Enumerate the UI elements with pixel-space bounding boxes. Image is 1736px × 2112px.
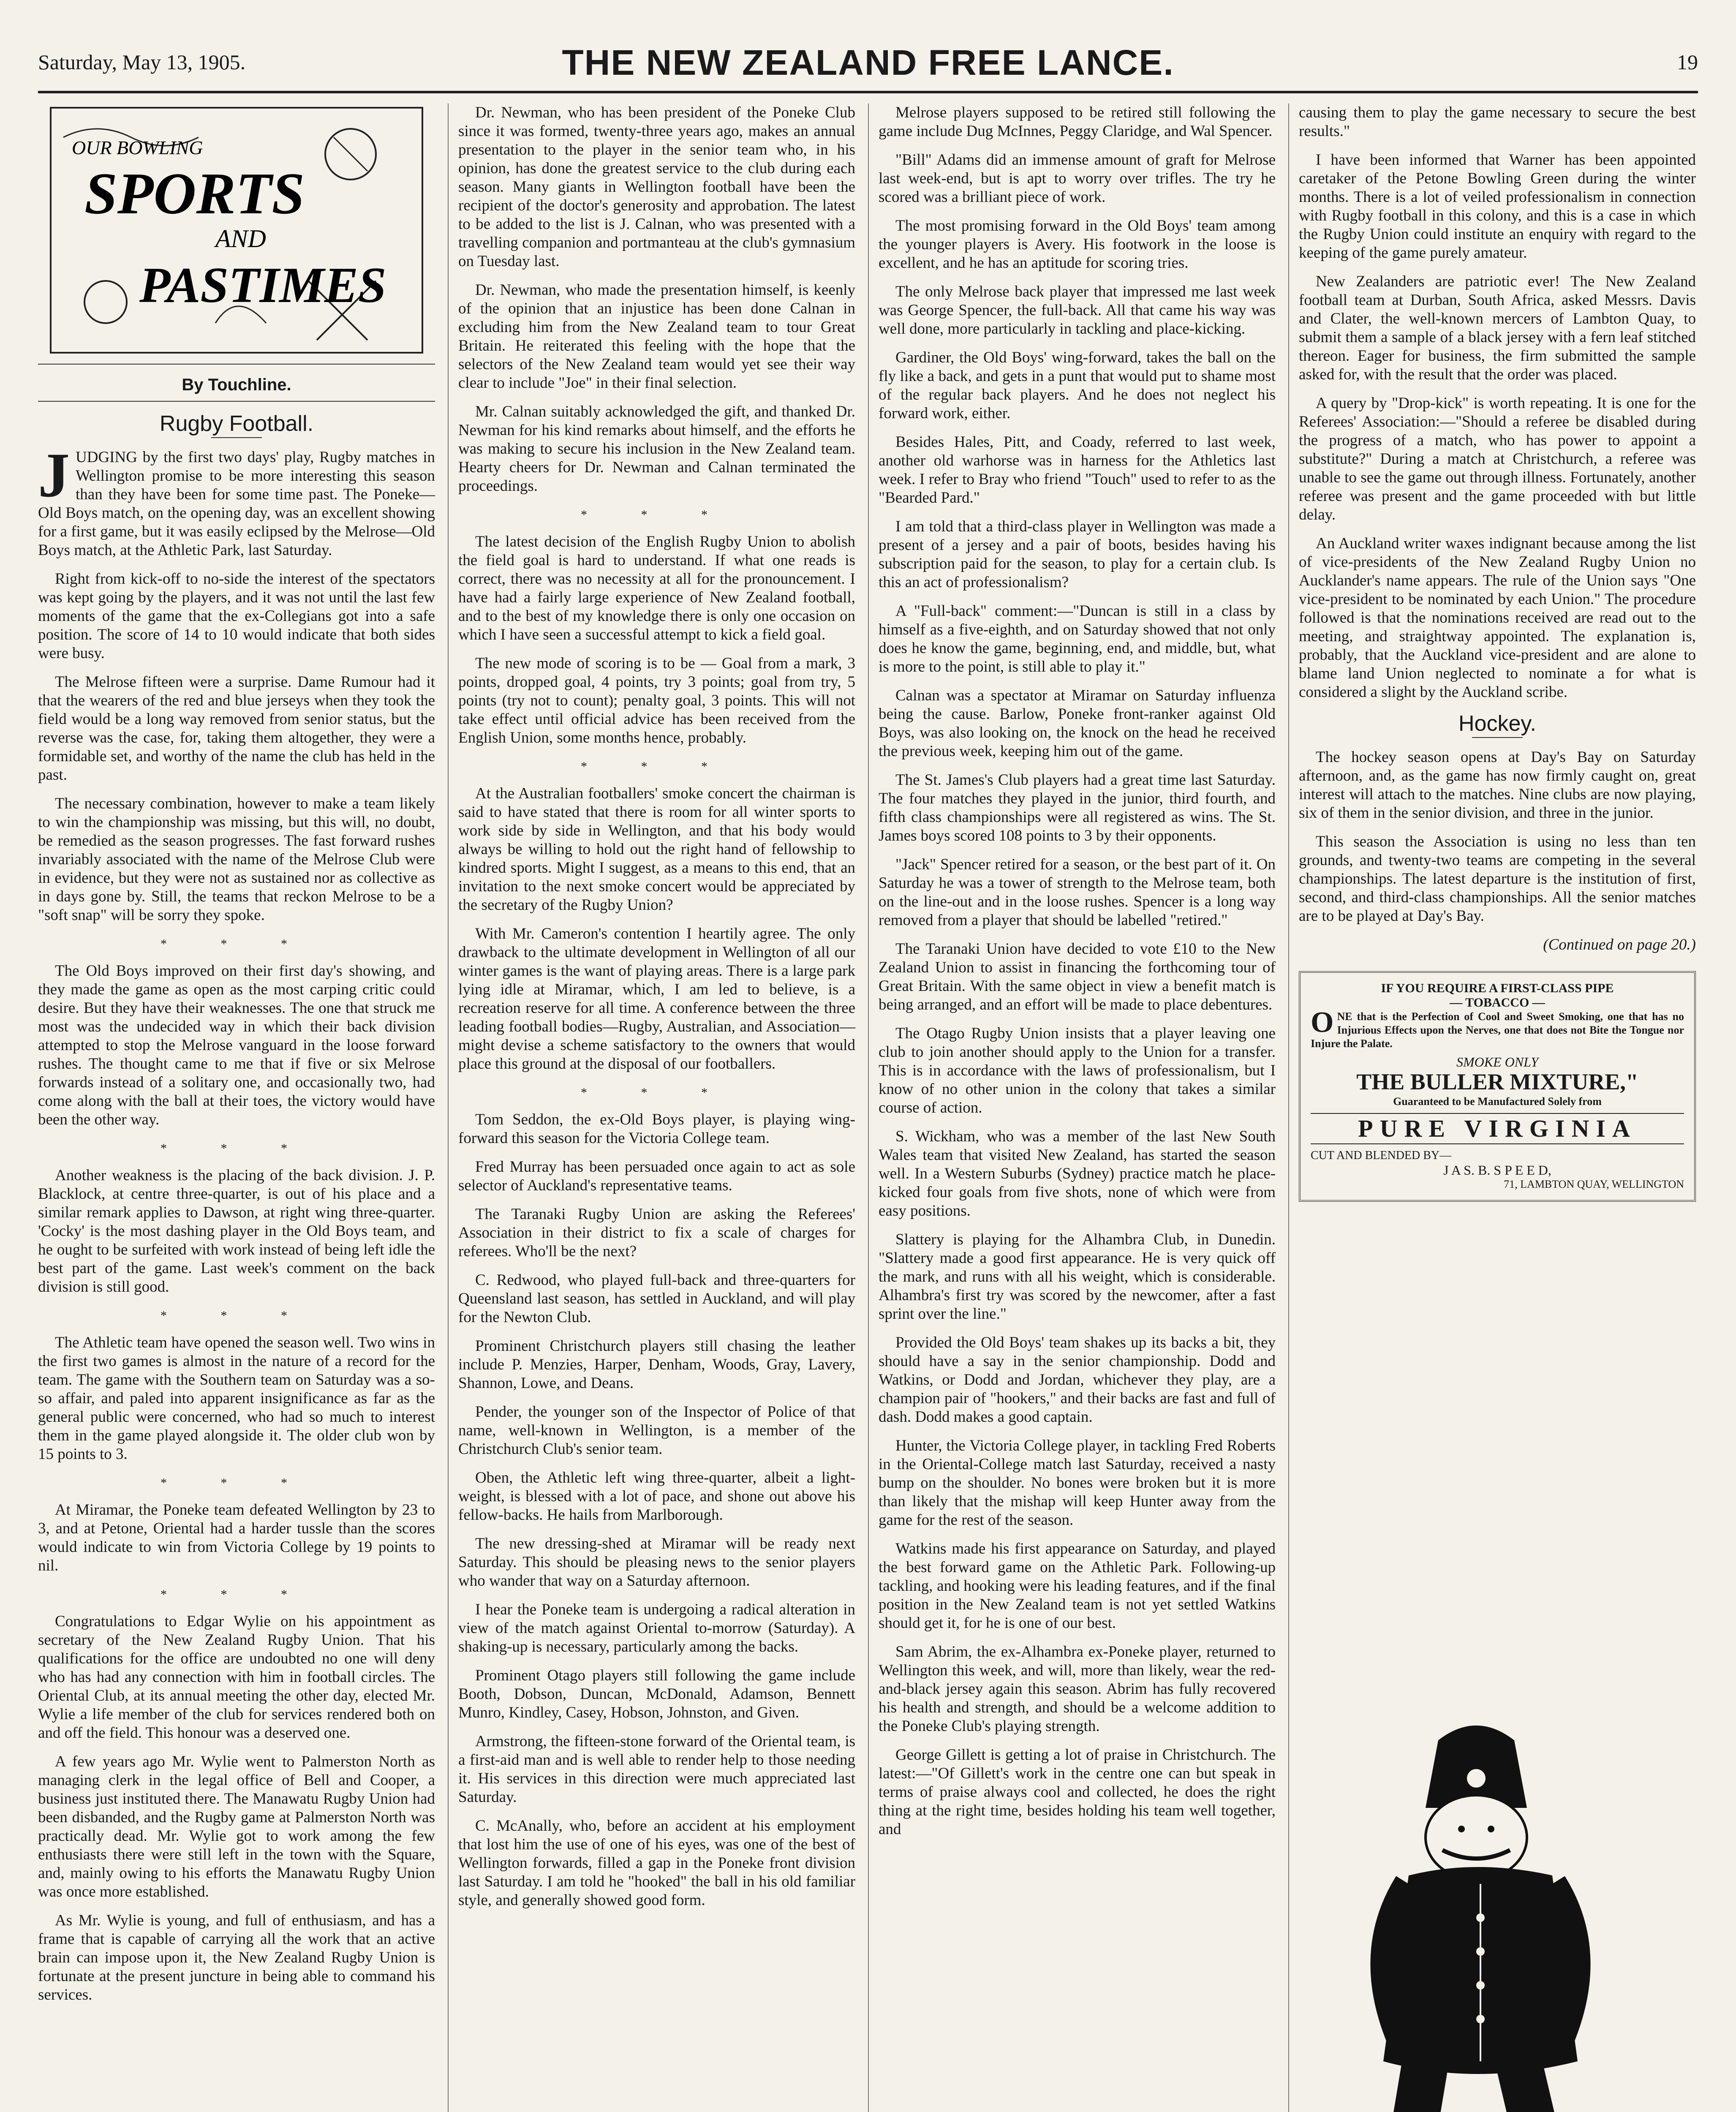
paragraph: C. McAnally, who, before an accident at his employment that lost him the use of one of his eyes, was one of the best of Wellington forwards, filled a gap in the Poneke front division last Saturday. I am told he "hooked" the ball in his old familiar style, and generally showed good form. [458,1817,855,1909]
advert-body [1311,1006,1684,1051]
paragraph: As Mr. Wylie is young, and full of enthusiasm, and has a frame that is capable of carrying all the work that an active brain can impose upon it, the New Zealand Rugby Union is fortunate at the present juncture in being able to command his services. [38,1912,435,2003]
section-stars: * * * [161,937,313,951]
paragraph: Pender, the younger son of the Inspector of Police of that name, well-known in Wellington, is a member of the Christchurch Club's senior team. [458,1403,855,1458]
drop-cap: J [38,440,70,510]
column-1 [38,103,435,2014]
short-rule [211,437,262,438]
sports-pastimes-logo [46,103,427,357]
paragraph: I hear the Poneke team is undergoing a radical alteration in view of the match against Oriental to-morrow (Saturday). A shaking-up is necessary, particularly among the backs. [458,1601,855,1655]
paragraph: The new dressing-shed at Miramar will be ready next Saturday. This should be pleasing news to the senior players who wander that way on a Saturday afternoon. [458,1535,855,1589]
paragraph: The most promising forward in the Old Boys' team among the younger players is Avery. His footwork in the loose is excellent, and he has an aptitude for scoring tries. [879,217,1276,272]
paragraph: The St. James's Club players had a great time last Saturday. The four matches they played in the junior, third fourth, and fifth class championships were all registered as wins. The St. James boys scored 108 points to 3 by their opponents. [879,771,1276,844]
paragraph: C. Redwood, who played full-back and three-quarters for Queensland last season, has settled in Auckland, and will play for the Newton Club. [458,1271,855,1326]
paragraph: Calnan was a spectator at Miramar on Saturday influenza being the cause. Barlow, Poneke front-ranker against Old Boys, was also looking on, the knock on the head he received the previous week, keeping him out of the game. [879,687,1276,760]
paragraph: The Athletic team have opened the season well. Two wins in the first two games is almost in the nature of a record for the team. The game with the Southern team on Saturday was a so-so affair, and paled into apparent insignificance as far as the general public were concerned, who had so much to interest them in the game played alongside it. The older club won by 15 points to 3. [38,1334,435,1463]
paragraph: A "Full-back" comment:—"Duncan is still in a class by himself as a five-eighth, and on Saturday showed that not only does he know the game, beginning, end, and middle, but, what is more to the point, is still able to play it." [879,602,1276,675]
section-title-rugby: Rugby Football. [159,411,314,436]
advert-headline: IF YOU REQUIRE A FIRST-CLASS PIPE [1381,981,1614,995]
byline: By Touchline. [182,376,291,394]
issue-date: Saturday, May 13, 1905. [38,50,246,74]
buller-mixture-advert [1299,971,1696,1202]
paragraph: The Otago Rugby Union insists that a player leaving one club to join another should apply to the Union for a transfer. This is in accordance with the laws of professionalism, but I know of no other union in the colony that takes a similar course of action. [879,1025,1276,1116]
paragraph: Mr. Calnan suitably acknowledged the gift, and thanked Dr. Newman for his kind remarks about himself, and the efforts he was making to secure his inclusion in the New Zealand team. Hearty cheers for Dr. Newman and Calnan terminated the proceedings. [458,403,855,495]
section-stars: * * * [581,1086,733,1100]
paragraph: Right from kick-off to no-side the interest of the spectators was kept going by the players, and it was not until the last few moments of the game that the ex-Collegians got into a safe position. The score of 14 to 10 would indicate that both sides were busy. [38,570,435,662]
paragraph: The Melrose fifteen were a surprise. Dame Rumour had it that the wearers of the red and blue jerseys when they took the field would be a long way removed from senior status, but the reverse was the case, for, taking them altogether, they were a formidable set, and worthy of the name the club has held in the past. [38,673,435,784]
paragraph: Prominent Otago players still following the game include Booth, Dobson, Duncan, McDonald, Adamson, Bennett Munro, Kindley, Casey, Hobson, Johnston, and Given. [458,1667,855,1721]
policeman-illustration [1299,1715,1696,2112]
paragraph: Watkins made his first appearance on Saturday, and played the best forward game on the Athletic Park. Following-up tackling, and hooking were his leading features, and if the final position in the New Zealand team is not yet settled Watkins should get it, for he is one of our best. [879,1540,1276,1632]
paragraph: The Old Boys improved on their first day's showing, and they made the game as open as the most carping critic could desire. But they have their weaknesses. The one that struck me most was the undecided way in which their back division attempted to stop the Melrose vanguard in the loose forward rushes. The thought came to me that if five or six Melrose forwards instead of a solitary one, and occasionally two, had come along with the ball at their toes, the victory would have been the other way. [38,962,435,1128]
paragraph: Armstrong, the fifteen-stone forward of the Oriental team, is a first-aid man and is well able to render help to those needing it. His services in this direction were much appreciated last Saturday. [458,1733,855,1806]
paragraph: Prominent Christchurch players still chasing the leather include P. Menzies, Harper, Denham, Woods, Gray, Lavery, Shannon, Lowe, and Deans. [458,1337,855,1392]
advert-cut-blended: CUT AND BLENDED BY— [1311,1149,1452,1162]
section-stars: * * * [161,1141,313,1155]
paragraph: I am told that a third-class player in Wellington was made a present of a jersey and a pair of boots, besides having his subscription paid for the season, to play for a certain club. Is this an act of professionalism? [879,518,1276,591]
paragraph: An Auckland writer waxes indignant because among the list of vice-presidents of the New Zealand Rugby Union no Aucklander's name appears. The rule of the Union says "One vice-president to be nominated by each Union." The procedure followed is that the nominations received are read out to the meeting, and straightway appointed. The explanation is, probably, that the Auckland vice-president and are alone to blame land Union neglected to nominate a for what is considered a slight by the Auckland scribe. [1299,535,1696,701]
divider [38,401,435,402]
paragraph: New Zealanders are patriotic ever! The New Zealand football team at Durban, South Africa, asked Messrs. Davis and Clater, the well-known mercers of Lambton Quay, to submit them a sample of a black jersey with a fern leaf stitched thereon. Eager for business, the firm submitted the sample asked for, with the result that the order was placed. [1299,273,1696,383]
paragraph: At Miramar, the Poneke team defeated Wellington by 23 to 3, and at Petone, Oriental had a harder tussle than the scores would indicate to win from Victoria College by 19 points to nil. [38,1501,435,1574]
column-2 [458,103,855,1920]
advert-maker-name: J A S. B. S P E E D, [1443,1162,1551,1178]
paragraph: A query by "Drop-kick" is worth repeating. It is one for the Referees' Association:—"Should a referee be disabled during the progress of a match, who has power to appoint a substitute?" During a match at Christchurch, a referee was unable to see the game out through illness. Fortunately, another referee was present and the game proceeded with but little delay. [1299,395,1696,523]
paragraph: I have been informed that Warner has been appointed caretaker of the Petone Bowling Green during the winter months. There is a lot of veiled professionalism in connection with Rugby football in this colony, and this is a case in which the Rugby Union could institute an enquiry with regard to the keeping of the game purely amateur. [1299,151,1696,261]
advert-product-name: THE BULLER MIXTURE," [1356,1069,1638,1094]
paragraph: The Taranaki Union have decided to vote £10 to the New Zealand Union to assist in financing the forthcoming tour of Great Britain. With the same object in view a benefit match is being arranged, and an effort will be made to place debentures. [879,940,1276,1013]
logo-line-2: SPORTS [84,161,305,226]
logo-line-4: PASTIMES [139,257,386,313]
section-stars: * * * [161,1476,313,1490]
paragraph: Congratulations to Edgar Wylie on his appointment as secretary of the New Zealand Rugby Union. That his qualifications for the office are undoubted no one will deny who has had any connection with him in football circles. The Oriental Club, at its annual meeting the other day, elected Mr. Wylie a life member of the club for services rendered both on and off the field. This honour was a deserved one. [38,1613,435,1742]
paragraph: "Jack" Spencer retired for a season, or the best part of it. On Saturday he was a tower of strength to the Melrose team, both on the line-out and in the loose rushes. Spencer is a long way removed from a player that should be labelled "retired." [879,856,1276,929]
paragraph: At the Australian footballers' smoke concert the chairman is said to have stated that there is room for all winter sports to work side by side in Wellington, and that his body would always be willing to hold out the right hand of fellowship to kindred sports. Might I suggest, as a means to this end, that an invitation to the next smoke concert would be appreciated by the secretary of the Rugby Union? [458,785,855,914]
paragraph: Dr. Newman, who made the presentation himself, is keenly of the opinion that an injustice has been done Calnan in excluding him from the New Zealand team to tour Great Britain. He reiterated this feeling with the hope that the selectors of the New Zealand team would yet see their way clear to include "Joe" in their final selection. [458,281,855,392]
paragraph: Sam Abrim, the ex-Alhambra ex-Poneke player, returned to Wellington this week, and will, more than likely, wear the red-and-black jersey again this season. Abrim has fully recovered his health and strength, and should be a welcome addition to the Poneke Club's playing strength. [879,1643,1276,1735]
advert-smoke-only: SMOKE ONLY [1456,1054,1539,1070]
logo-line-1: OUR BOWLING [72,137,203,158]
column-divider [448,103,449,2112]
section-stars: * * * [581,759,733,773]
paragraph: The necessary combination, however to make a team likely to win the championship was missing, but this will, no doubt, be remedied as the season progresses. The fast forward rushes invariably associated with the name of the Melrose Club were in evidence, but they were not as sustained nor as collective as in days gone by. Still, the teams that reckon Melrose to be a "soft snap" will be sorry they spoke. [38,795,435,924]
section-stars: * * * [161,1587,313,1601]
paragraph: Another weakness is the placing of the back division. J. P. Blacklock, at centre three-quarter, is out of his place and a similar remark applies to Dawson, at right wing three-quarter. 'Cocky' is the most dashing player in the Old Boys team, and he ought to be surfeited with work instead of being left idle the best part of the game. Last week's comment on the back division is still good. [38,1167,435,1296]
paragraph: A few years ago Mr. Wylie went to Palmerston North as managing clerk in the legal office of Bell and Cooper, a business just instituted there. The Manawatu Rugby Union had been disbanded, and the Rugby game at Palmerston North was practically dead. Mr. Wylie got to work among the few enthusiasts there were still left in the town with the Square, and, mainly owing to his efforts the Manawatu Rugby Union was once more established. [38,1753,435,1900]
advert-drop-cap: O [1311,1006,1334,1039]
logo-illustration [46,103,427,357]
paragraph-text: UDGING by the first two days' play, Rugby matches in Wellington promise to be more interesting this season than they have been for some time past. The Poneke—Old Boys match, on the opening day, was an excellent showing for a first game, but it was easily eclipsed by the Melrose—Old Boys match, at the Athletic Park, last Saturday. [38,449,435,559]
paragraph: Besides Hales, Pitt, and Coady, referred to last week, another old warhorse was in harness for the Athletics last week. I refer to Bray who friend "Touch" used to refer to as the "Bearded Pard." [879,433,1276,506]
header-rule [38,91,1698,93]
column-3 [879,103,1276,1849]
paragraph: The hockey season opens at Day's Bay on Saturday afternoon, and, as the game has now firmly caught on, great interest will attach to the matches. Nine clubs are now playing, six of them in the senior division, and three in the junior. [1299,748,1696,822]
paragraph: George Gillett is getting a lot of praise in Christchurch. The latest:—"Of Gillett's work in the centre one can but speak in terms of praise always cool and collected, he does the right thing at the right time, besides holding his team well together, and [879,1746,1276,1838]
paragraph: This season the Association is using no less than ten grounds, and twenty-two teams are competing in the several championships. The latest departure is the institution of first, second, and third-class championships. All the senior matches are to be played at Day's Bay. [1299,833,1696,925]
advert-body-text: NE that is the Perfection of Cool and Sweet Smoking, one that has no Injurious Effects upon the Nerves, one that does not Bite the Tongue nor Injure the Palate. [1311,1010,1684,1050]
column-divider [1288,103,1289,2112]
paragraph: Gardiner, the Old Boys' wing-forward, takes the ball on the fly like a back, and gets in a punt that would put to shame most of the regular back players. And he does not neglect his forward work, either. [879,349,1276,422]
continued-note: (Continued on page 20.) [1543,936,1696,953]
paragraph: The only Melrose back player that impressed me last week was George Spencer, the full-back. All that came his way was well done, more particularly in tackling and place-kicking. [879,283,1276,337]
masthead: THE NEW ZEALAND FREE LANCE. [562,43,1174,82]
paragraph: Provided the Old Boys' team shakes up its backs a bit, they should have a say in the senior championship. Dodd and Watkins, or Dodd and Jordan, whichever they play, are a champion pair of "hookers," and their backs are fast and full of dash. Dodd makes a good captain. [879,1334,1276,1426]
paragraph: Oben, the Athletic left wing three-quarter, albeit a light-weight, is blessed with a lot of pace, and shone out above his fellow-backs. He hails from Marlborough. [458,1469,855,1524]
paragraph [38,440,435,560]
page-number: 19 [1677,50,1698,74]
section-stars: * * * [581,508,733,522]
paragraph: Fred Murray has been persuaded once again to act as sole selector of Auckland's representative teams. [458,1158,855,1194]
advert-pure-virginia: PURE VIRGINIA [1311,1113,1684,1144]
column-divider [868,103,869,2112]
section-title-hockey: Hockey. [1458,711,1536,736]
paragraph: Tom Seddon, the ex-Old Boys player, is playing wing-forward this season for the Victoria College team. [458,1111,855,1147]
column-4 [1299,103,1696,1219]
logo-line-3: AND [215,225,266,253]
paragraph: Dr. Newman, who has been president of the Poneke Club since it was formed, twenty-three years ago, makes an annual presentation to the player in the senior team who, in his opinion, has done the greatest service to the club during each season. Many giants in Wellington football have been the recipient of the doctor's generosity and approbation. The latest to be added to the list is J. Calnan, who was presented with a travelling companion and portmanteau at the club's gymnasium on Tuesday last. [458,104,855,270]
dunlop-police-heel-advert [1299,1715,1696,2112]
paragraph: "Bill" Adams did an immense amount of graft for Melrose last week-end, but is apt to worry over trifles. The try he scored was a brilliant piece of work. [879,151,1276,206]
paragraph: causing them to play the game necessary to secure the best results." [1299,104,1696,140]
page-header [38,38,1698,89]
paragraph: Hunter, the Victoria College player, in tackling Fred Roberts in the Oriental-College match last Saturday, received a nasty bump on the shoulder. No bones were broken but it is more than likely that the mishap will keep Hunter away from the game for the rest of the season. [879,1437,1276,1529]
paragraph: The latest decision of the English Rugby Union to abolish the field goal is hard to understand. If what one reads is correct, there was no necessity at all for the pronouncement. I have had a fairly large experience of New Zealand football, and to the best of my knowledge there is only one occasion on which I have seen a successful attempt to kick a field goal. [458,533,855,643]
advert-maker-address: 71, LAMBTON QUAY, WELLINGTON [1504,1178,1684,1190]
paragraph: Melrose players supposed to be retired still following the game include Dug McInnes, Peggy Claridge, and Wal Spencer. [879,104,1276,140]
paragraph: Slattery is playing for the Alhambra Club, in Dunedin. "Slattery made a good first appearance. He is very quick off the mark, and runs with all his weight, which is considerable. Alhambra's first try was scored by the newcomer, after a fast sprint over the line." [879,1231,1276,1323]
section-stars: * * * [161,1309,313,1323]
paragraph: S. Wickham, who was a member of the last New South Wales team that visited New Zealand, has started the season well. In a Western Suburbs (Sydney) practice match he place-kicked four goals from five shots, none of which were from easy positions. [879,1128,1276,1219]
advert-tobacco: — TOBACCO — [1450,996,1545,1010]
paragraph: The Taranaki Rugby Union are asking the Referees' Association in their district to fix a scale of charges for referees. Who'll be the next? [458,1206,855,1260]
short-rule [1472,737,1523,738]
paragraph: The new mode of scoring is to be — Goal from a mark, 3 points, dropped goal, 4 points, try 3 points; goal from try, 5 points (try not to count); penalty goal, 3 points. This will not take effect until official advice has been received from the English Union, some months hence, probably. [458,655,855,746]
advert-guarantee: Guaranteed to be Manufactured Solely from [1393,1095,1602,1108]
paragraph: With Mr. Cameron's contention I heartily agree. The only drawback to the ultimate development in Wellington of all our winter games is the want of playing areas. There is a large park lying idle at Miramar, which, I am led to believe, is a recreation reserve for all time. A conference between the three leading football bodies—Rugby, Australian, and Association—might devise a scheme satisfactory to the owners that would place this ground at the disposal of our footballers. [458,925,855,1072]
divider [38,364,435,365]
